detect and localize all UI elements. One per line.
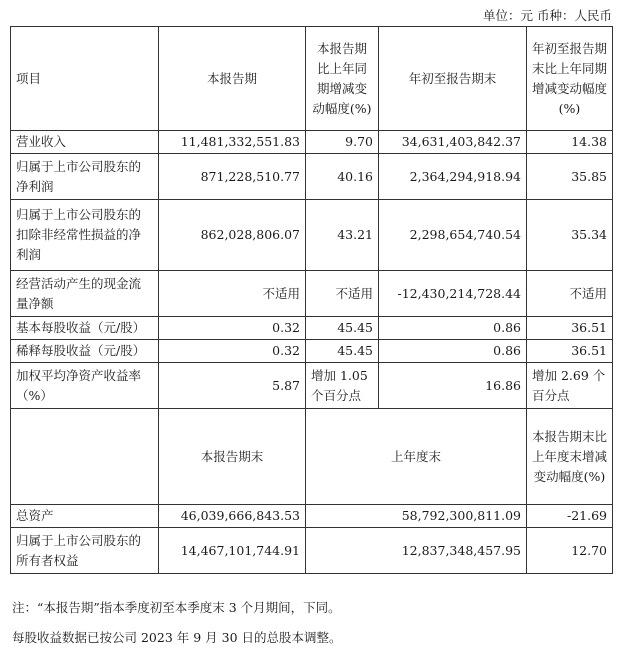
row-label: 基本每股收益（元/股） — [11, 317, 159, 340]
cell-yoy: 40.16 — [306, 154, 379, 200]
cell-yoy: 增加 1.05 个百分点 — [306, 363, 379, 409]
table-row — [11, 154, 613, 200]
header-prev-year-end: 上年度末 — [306, 409, 527, 505]
cell-yoy: 不适用 — [306, 271, 379, 317]
cell-ytd-yoy: 36.51 — [527, 340, 613, 363]
table-row — [11, 200, 613, 271]
cell-change: -21.69 — [527, 505, 613, 528]
footnote-eps-adjustment: 每股收益数据已按公司 2023 年 9 月 30 日的总股本调整。 — [12, 630, 342, 645]
cell-yoy: 9.70 — [306, 131, 379, 154]
cell-ytd-yoy: 14.38 — [527, 131, 613, 154]
cell-ytd: 2,298,654,740.54 — [379, 200, 527, 271]
row-label: 归属于上市公司股东的所有者权益 — [11, 528, 159, 574]
table-row — [11, 505, 613, 528]
cell-ytd: -12,430,214,728.44 — [379, 271, 527, 317]
subheader-empty — [11, 409, 159, 505]
row-label: 加权平均净资产收益率（%） — [11, 363, 159, 409]
table-subheader-row — [11, 409, 613, 505]
cell-ytd: 34,631,403,842.37 — [379, 131, 527, 154]
header-yoy-change: 本报告期比上年同期增减变动幅度(%) — [306, 27, 379, 131]
cell-ytd-yoy: 不适用 — [527, 271, 613, 317]
cell-ytd: 0.86 — [379, 340, 527, 363]
currency-unit-label: 单位：元 币种：人民币 — [483, 8, 612, 23]
row-label: 经营活动产生的现金流量净额 — [11, 271, 159, 317]
cell-prev-year-end: 12,837,348,457.95 — [306, 528, 527, 574]
cell-yoy: 43.21 — [306, 200, 379, 271]
cell-current: 5.87 — [159, 363, 306, 409]
cell-ytd: 16.86 — [379, 363, 527, 409]
cell-ytd-yoy: 35.85 — [527, 154, 613, 200]
cell-ytd-yoy: 增加 2.69 个百分点 — [527, 363, 613, 409]
cell-yoy: 45.45 — [306, 317, 379, 340]
row-label: 营业收入 — [11, 131, 159, 154]
table-header-row — [11, 27, 613, 131]
cell-yoy: 45.45 — [306, 340, 379, 363]
header-item: 项目 — [11, 27, 159, 131]
cell-prev-year-end: 58,792,300,811.09 — [306, 505, 527, 528]
row-label: 总资产 — [11, 505, 159, 528]
header-period-end-change: 本报告期末比上年度末增减变动幅度(%) — [527, 409, 613, 505]
header-current-period-end: 本报告期末 — [159, 409, 306, 505]
cell-current: 11,481,332,551.83 — [159, 131, 306, 154]
cell-current: 不适用 — [159, 271, 306, 317]
header-ytd: 年初至报告期末 — [379, 27, 527, 131]
table-row — [11, 271, 613, 317]
row-label: 稀释每股收益（元/股） — [11, 340, 159, 363]
table-row — [11, 131, 613, 154]
table-row — [11, 317, 613, 340]
cell-current: 0.32 — [159, 317, 306, 340]
cell-current: 0.32 — [159, 340, 306, 363]
cell-current: 871,228,510.77 — [159, 154, 306, 200]
cell-ytd-yoy: 35.34 — [527, 200, 613, 271]
footnote-reporting-period: 注：“本报告期”指本季度初至本季度末 3 个月期间，下同。 — [12, 600, 341, 615]
financial-data-table — [10, 26, 613, 574]
table-row — [11, 363, 613, 409]
table-row — [11, 340, 613, 363]
cell-current-end: 46,039,666,843.53 — [159, 505, 306, 528]
cell-change: 12.70 — [527, 528, 613, 574]
header-current-period: 本报告期 — [159, 27, 306, 131]
cell-ytd-yoy: 36.51 — [527, 317, 613, 340]
row-label: 归属于上市公司股东的净利润 — [11, 154, 159, 200]
table-row — [11, 528, 613, 574]
cell-current-end: 14,467,101,744.91 — [159, 528, 306, 574]
header-ytd-yoy-change: 年初至报告期末比上年同期增减变动幅度(%) — [527, 27, 613, 131]
cell-ytd: 0.86 — [379, 317, 527, 340]
cell-ytd: 2,364,294,918.94 — [379, 154, 527, 200]
row-label: 归属于上市公司股东的扣除非经常性损益的净利润 — [11, 200, 159, 271]
cell-current: 862,028,806.07 — [159, 200, 306, 271]
